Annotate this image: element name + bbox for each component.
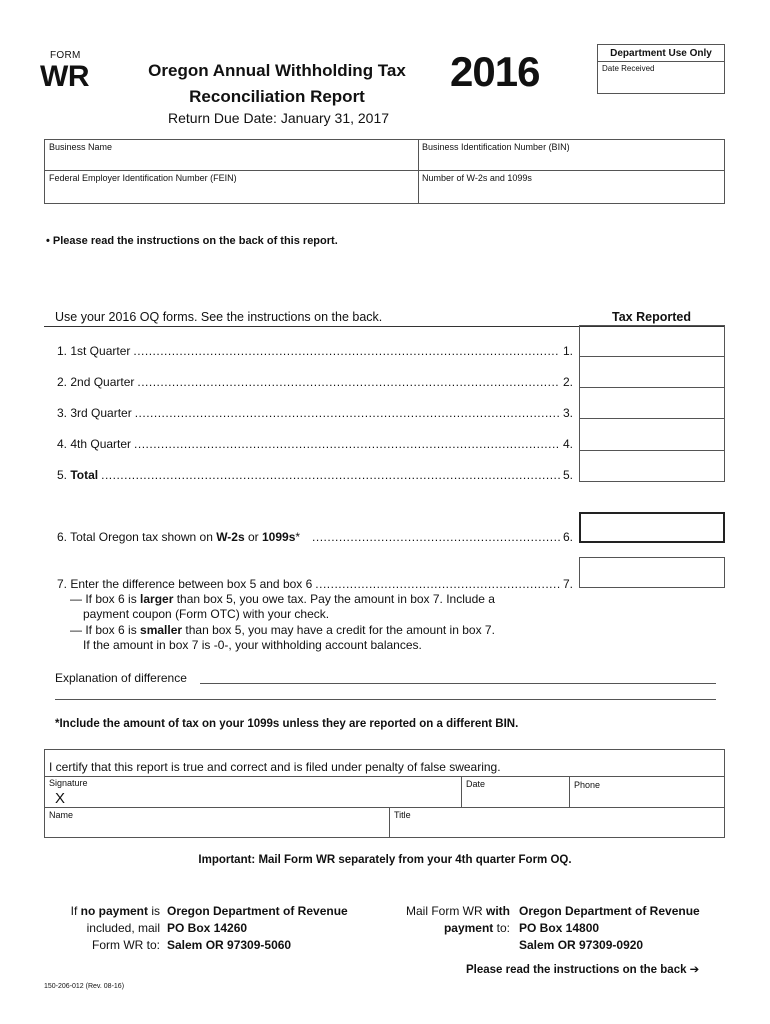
name-field[interactable] — [46, 820, 388, 837]
with-payment-text: Mail Form WR — [406, 904, 486, 918]
no-payment-line-1 — [40, 903, 160, 920]
note-1099: *Include the amount of tax on your 1099s unless they are reported on a different BIN. — [55, 718, 519, 730]
line-number: 5. — [562, 468, 573, 482]
signature-label: Signature — [49, 778, 88, 788]
line-7 — [57, 577, 573, 591]
line-total — [57, 468, 573, 482]
with-payment-instruction — [376, 903, 510, 937]
business-info-grid — [44, 139, 725, 204]
line-label: 7. Enter the difference between box 5 and box 6 — [57, 577, 313, 591]
form-label: FORM — [50, 50, 81, 61]
box-7-input[interactable] — [579, 557, 725, 588]
line6-1099: 1099s — [262, 530, 296, 544]
smaller-note-text-2: than box 5, you may have a credit for the amount in box 7. — [182, 623, 495, 637]
important-note: Important: Mail Form WR separately from your 4th quarter Form OQ. — [198, 854, 572, 866]
larger-note-text-2: than box 5, you owe tax. Pay the amount in box 7. Include a — [173, 592, 495, 606]
smaller-note-line-2: If the amount in box 7 is -0-, your withholding account balances. — [83, 638, 422, 652]
bin-label: Business Identification Number (BIN) — [422, 142, 570, 152]
name-label: Name — [49, 810, 74, 820]
line6-text: 6. Total Oregon tax shown on — [57, 530, 217, 544]
box-2-input[interactable] — [580, 357, 724, 387]
with-payment-bold-2: payment — [443, 921, 494, 935]
form-number: 150-206-012 (Rev. 08-16) — [44, 983, 125, 990]
tax-section-intro: Use your 2016 OQ forms. See the instructions on the back. — [55, 310, 383, 324]
total-label: Total — [70, 468, 99, 482]
no-payment-instruction — [40, 903, 160, 954]
leader-dots — [133, 344, 560, 358]
phone-label: Phone — [574, 780, 601, 790]
line6-star: * — [295, 530, 301, 544]
business-name-field[interactable] — [46, 152, 416, 169]
address-line: Salem OR 97309-5060 — [167, 938, 292, 952]
certification-grid — [44, 749, 725, 838]
line-number: 1. — [562, 344, 573, 358]
instruction-note: • Please read the instructions on the back of this report. — [46, 235, 338, 247]
line-label: 3. 3rd Quarter — [57, 406, 132, 420]
with-payment-address — [519, 903, 700, 954]
no-payment-text-2: is — [148, 904, 160, 918]
line-1st-quarter — [57, 344, 573, 358]
fein-field[interactable] — [46, 184, 416, 202]
divider — [418, 140, 419, 203]
divider — [389, 807, 390, 838]
box-1-input[interactable] — [580, 326, 724, 356]
line-number: 7. — [562, 577, 573, 591]
line-4th-quarter — [57, 437, 573, 451]
signature-field[interactable] — [73, 788, 457, 806]
leader-dots — [137, 375, 560, 389]
quarter-amount-boxes — [579, 325, 725, 482]
no-payment-line-2: included, mail — [86, 921, 160, 935]
box-5-input[interactable] — [580, 451, 724, 481]
line-number: 6. — [562, 530, 573, 544]
w2-count-label: Number of W-2s and 1099s — [422, 173, 532, 183]
box-6-input[interactable] — [579, 512, 725, 543]
certification-statement: I certify that this report is true and correct and is filed under penalty of false swearing. — [49, 760, 501, 774]
leader-dots — [312, 530, 560, 544]
title-label: Title — [394, 810, 411, 820]
box-4-input[interactable] — [580, 419, 724, 450]
divider — [598, 61, 724, 62]
smaller-note-text: — If box 6 is — [70, 623, 141, 637]
read-back-note: Please read the instructions on the back ➔ — [466, 964, 700, 976]
leader-dots — [134, 437, 560, 451]
address-line: Salem OR 97309-0920 — [519, 938, 644, 952]
line-6 — [57, 530, 573, 544]
title-line-2: Reconciliation Report — [189, 87, 365, 106]
address-line: PO Box 14260 — [167, 921, 248, 935]
line-label: 2. 2nd Quarter — [57, 375, 135, 389]
smaller-note — [70, 623, 495, 637]
larger-note — [70, 592, 495, 606]
larger-note-line-2: payment coupon (Form OTC) with your check. — [83, 607, 330, 621]
business-name-label: Business Name — [49, 142, 113, 152]
signature-x-mark: X — [55, 790, 66, 807]
divider — [45, 170, 724, 171]
line-label — [57, 468, 98, 482]
line-3rd-quarter — [57, 406, 573, 420]
with-payment-line-1 — [376, 903, 510, 920]
form-code: WR — [40, 60, 89, 93]
date-received-label: Date Received — [602, 64, 655, 73]
department-use-box — [597, 44, 725, 94]
tax-reported-header: Tax Reported — [612, 310, 691, 324]
divider — [45, 807, 724, 808]
divider — [45, 776, 724, 777]
larger-note-text: — If box 6 is — [70, 592, 141, 606]
line-number: 4. — [562, 437, 573, 451]
line-number: 2. — [562, 375, 573, 389]
line6-w2: W-2s — [216, 530, 245, 544]
title-line-1: Oregon Annual Withholding Tax — [148, 61, 406, 80]
title-field[interactable] — [391, 820, 723, 837]
due-date: Return Due Date: January 31, 2017 — [168, 110, 390, 126]
with-payment-bold: with — [486, 904, 510, 918]
line-number: 3. — [562, 406, 573, 420]
date-field[interactable] — [463, 790, 567, 806]
department-use-title: Department Use Only — [610, 48, 712, 59]
fein-label: Federal Employer Identification Number (FEIN) — [49, 173, 237, 183]
no-payment-address — [167, 903, 348, 954]
smaller-note-bold: smaller — [140, 623, 183, 637]
address-line: Oregon Department of Revenue — [519, 904, 700, 918]
line-label: 4. 4th Quarter — [57, 437, 132, 451]
leader-dots — [101, 468, 560, 482]
line6-or: or — [244, 530, 262, 544]
line-label — [57, 530, 300, 544]
tax-year: 2016 — [450, 48, 540, 95]
explanation-label: Explanation of difference — [55, 671, 187, 685]
page-title — [138, 58, 416, 110]
explanation-input-line-2[interactable] — [55, 699, 716, 700]
no-payment-bold: no payment — [80, 904, 148, 918]
bin-field[interactable] — [420, 152, 723, 169]
no-payment-text: If — [70, 904, 81, 918]
line-2nd-quarter — [57, 375, 573, 389]
divider — [461, 776, 462, 807]
line-label: 1. 1st Quarter — [57, 344, 131, 358]
with-payment-text-2: to: — [493, 921, 510, 935]
box-3-input[interactable] — [580, 388, 724, 418]
address-line: Oregon Department of Revenue — [167, 904, 348, 918]
phone-field[interactable] — [571, 790, 723, 806]
no-payment-line-3: Form WR to: — [92, 938, 160, 952]
larger-note-bold: larger — [140, 592, 174, 606]
divider — [569, 776, 570, 807]
w2-count-field[interactable] — [420, 184, 723, 202]
with-payment-line-2 — [376, 920, 510, 937]
address-line: PO Box 14800 — [519, 921, 600, 935]
leader-dots — [315, 577, 560, 591]
date-label: Date — [466, 779, 486, 789]
total-prefix: 5. — [57, 468, 71, 482]
explanation-input[interactable] — [200, 683, 716, 684]
leader-dots — [135, 406, 560, 420]
